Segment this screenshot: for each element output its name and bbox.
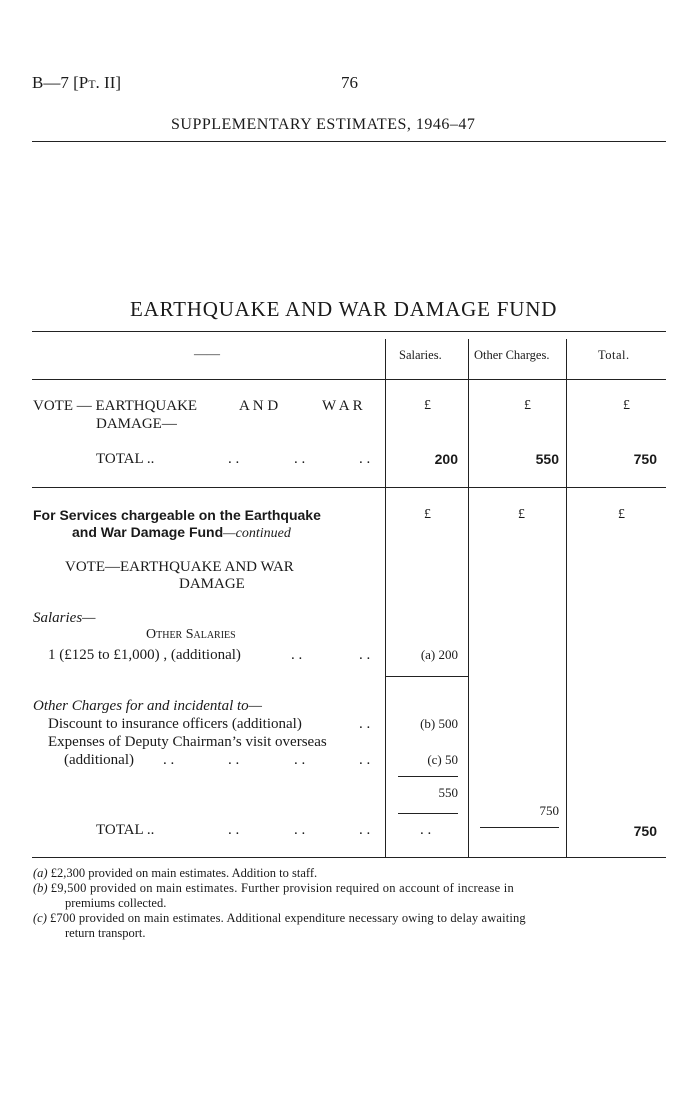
summary-vote-war: W A R [322, 398, 363, 414]
detail-heading-line1: For Services chargeable on the Earthquake [33, 507, 321, 523]
detail-currency-salaries: £ [424, 507, 431, 522]
detail-heading-line2 [72, 524, 291, 542]
table-top-rule [32, 331, 666, 332]
footnote-c-mark: (c) [33, 911, 47, 925]
header-rule [32, 141, 666, 142]
section-title: EARTHQUAKE AND WAR DAMAGE FUND [130, 297, 558, 321]
other-item-expenses-leader-1: . . [163, 752, 175, 768]
footnote-b [33, 881, 514, 895]
other-item-discount-value: (b) 500 [420, 716, 458, 731]
other-subtotal-under-rule [398, 813, 458, 814]
salary-item-leader-2: . . [359, 647, 371, 663]
footnote-a-mark: (a) [33, 866, 48, 880]
other-item-expenses-leader-2: . . [228, 752, 240, 768]
other-charges-top-rule [385, 676, 468, 677]
detail-salaries-total: . . [420, 822, 432, 838]
detail-vote-line2: DAMAGE [179, 576, 245, 592]
summary-currency-other: £ [524, 398, 531, 413]
summary-vote-line2: DAMAGE— [96, 416, 177, 432]
other-item-expenses-value: (c) 50 [427, 752, 458, 767]
detail-total-leader-1: . . [228, 822, 240, 838]
column-header-other-charges: Other Charges. [474, 348, 550, 362]
footnote-c [33, 911, 526, 925]
summary-salaries-total: 200 [434, 451, 458, 467]
other-subtotal-rule [398, 776, 458, 777]
other-subtotal: 550 [438, 785, 458, 800]
summary-currency-salaries: £ [424, 398, 431, 413]
footnote-b-cont: premiums collected. [65, 896, 167, 910]
detail-total-label: TOTAL .. [96, 822, 155, 838]
summary-other-total: 550 [535, 451, 559, 467]
detail-heading-line2-text: and War Damage Fund [72, 524, 224, 540]
detail-total-leader-2: . . [294, 822, 306, 838]
detail-total-leader-3: . . [359, 822, 371, 838]
summary-currency-total: £ [623, 398, 630, 413]
other-item-discount: Discount to insurance officers (additional) [48, 716, 302, 732]
running-title: SUPPLEMENTARY ESTIMATES, 1946–47 [171, 116, 476, 133]
other-item-expenses-leader-4: . . [359, 752, 371, 768]
column-head-rule [32, 379, 666, 380]
detail-heading-continued: —continued [223, 526, 291, 541]
other-charges-total: 750 [539, 803, 559, 818]
page-reference: B—7 [Pt. II] [32, 73, 122, 92]
summary-vote-and: A N D [239, 398, 279, 414]
section-rule [32, 487, 666, 488]
footnote-c-text: £700 provided on main estimates. Additional expenditure necessary owing to delay awaiting [50, 911, 526, 925]
other-charges-total-rule [480, 827, 559, 828]
other-item-discount-leader: . . [359, 716, 371, 732]
other-salaries-heading: Other Salaries [146, 627, 236, 642]
footnote-c-cont: return transport. [65, 926, 146, 940]
column-divider-3 [566, 339, 567, 857]
footnote-b-text: £9,500 provided on main estimates. Further provision required on account of increase in [50, 881, 515, 895]
summary-leader-2: . . [294, 451, 306, 467]
footnote-a [33, 866, 317, 880]
column-divider-2 [468, 339, 469, 857]
salaries-heading: Salaries— [33, 610, 96, 626]
column-header-description: —— [194, 346, 220, 361]
other-item-expenses-leader-3: . . [294, 752, 306, 768]
summary-leader-3: . . [359, 451, 371, 467]
detail-currency-other: £ [518, 507, 525, 522]
footnote-a-text: £2,300 provided on main estimates. Addition to staff. [50, 866, 318, 880]
other-charges-heading: Other Charges for and incidental to— [33, 698, 263, 714]
summary-grand-total: 750 [633, 451, 657, 467]
column-header-salaries: Salaries. [399, 348, 442, 362]
detail-grand-total: 750 [633, 823, 657, 839]
footnote-b-mark: (b) [33, 881, 48, 895]
salary-item-value: (a) 200 [420, 647, 458, 662]
other-item-expenses-line1: Expenses of Deputy Chairman’s visit overseas [48, 734, 327, 750]
summary-total-label: TOTAL .. [96, 451, 155, 467]
salary-item-leader-1: . . [291, 647, 303, 663]
column-header-total: Total. [598, 348, 630, 362]
other-item-expenses-line2: (additional) [64, 752, 134, 768]
page-number: 76 [341, 73, 358, 92]
detail-vote-line1: VOTE—EARTHQUAKE AND WAR [65, 559, 294, 575]
summary-vote-line1: VOTE — EARTHQUAKE [33, 398, 198, 414]
table-bottom-rule [32, 857, 666, 858]
detail-currency-total: £ [618, 507, 625, 522]
salary-item: 1 (£125 to £1,000) , (additional) [48, 647, 241, 663]
summary-leader-1: . . [228, 451, 240, 467]
column-divider-1 [385, 339, 386, 857]
